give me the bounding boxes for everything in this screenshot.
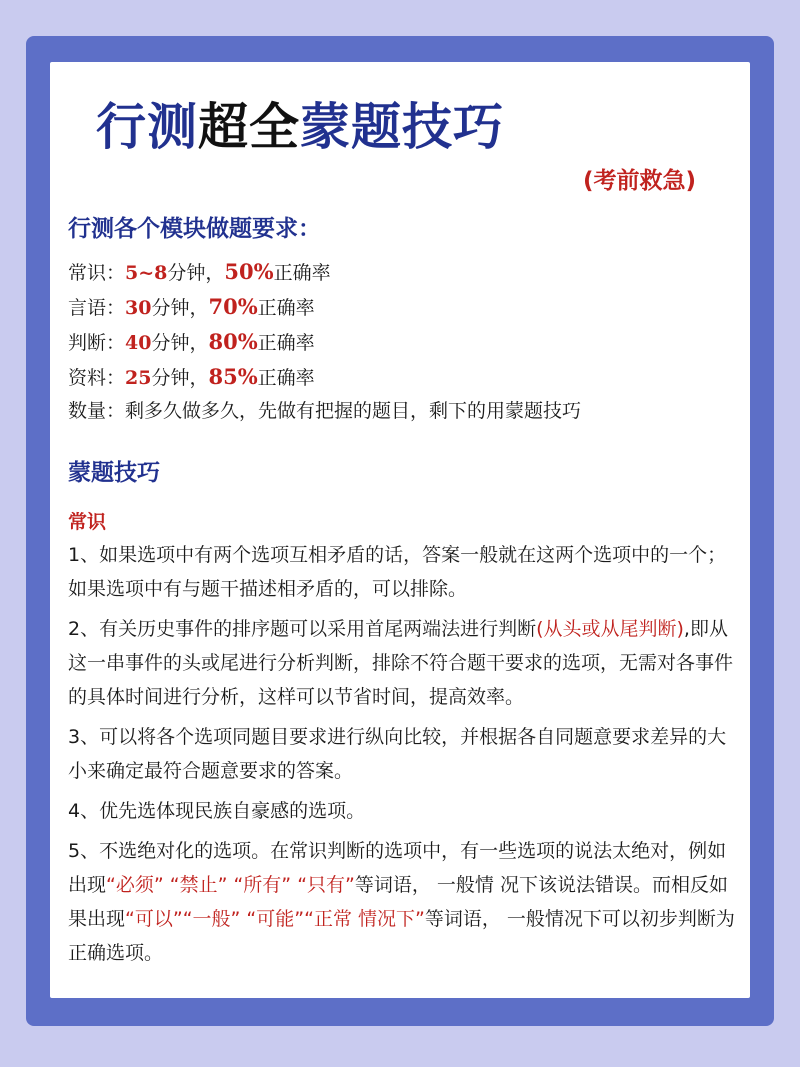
- requirement-row: [68, 324, 581, 359]
- requirements-heading: 行测各个模块做题要求：: [68, 216, 321, 242]
- module-name: 判断：: [68, 332, 126, 354]
- requirement-row: [68, 254, 581, 289]
- tip-highlight: (从头或从尾判断): [536, 618, 684, 640]
- tip-text: 5、不选绝对化的选项。在常识判断的选项中，有一些选项的说法太绝对，例如出现: [68, 840, 727, 896]
- time-unit: 分钟，: [167, 262, 225, 284]
- tips-list: [68, 538, 736, 976]
- module-name: 资料：: [68, 367, 126, 389]
- tips-heading: 蒙题技巧: [68, 460, 160, 486]
- accuracy-unit: 正确率: [257, 367, 315, 389]
- tip-item: 1、如果选项中有两个选项互相矛盾的话，答案一般就在这两个选项中的一个；如果选项中有与题干描述相矛盾的，可以排除。: [68, 544, 727, 600]
- title-part-2: 超全: [198, 98, 300, 156]
- requirements-list: [68, 254, 581, 429]
- requirement-row: [68, 289, 581, 324]
- tip-item: 4、优先选体现民族自豪感的选项。: [68, 800, 366, 822]
- module-name: 常识：: [68, 262, 126, 284]
- accuracy-unit: 正确率: [257, 332, 315, 354]
- time-value: 5~8: [125, 262, 168, 284]
- module-name: 言语：: [68, 297, 126, 319]
- time-unit: 分钟，: [151, 367, 209, 389]
- time-value: 25: [125, 367, 152, 389]
- page-title: [96, 100, 504, 155]
- tip-text: 等词语， 一般情 况下该说法错误。而相反如果出现: [68, 874, 728, 930]
- accuracy-value: 80%: [208, 329, 258, 354]
- content-card: [50, 62, 750, 998]
- accuracy-unit: 正确率: [257, 297, 315, 319]
- time-value: 40: [125, 332, 152, 354]
- tip-item: [68, 834, 736, 970]
- title-part-3: 蒙题技巧: [300, 98, 504, 156]
- accuracy-unit: 正确率: [273, 262, 331, 284]
- tip-item: [68, 612, 736, 714]
- time-unit: 分钟，: [151, 332, 209, 354]
- tip-highlight: “必须” “禁止” “所有” “只有”: [106, 874, 355, 896]
- accuracy-value: 70%: [208, 294, 258, 319]
- time-value: 30: [125, 297, 152, 319]
- tip-item: 3、可以将各个选项同题目要求进行纵向比较，并根据各自同题意要求差异的大小来确定最符合题意要求的答案。: [68, 726, 727, 782]
- quantity-row: 数量：剩多久做多久，先做有把握的题目，剩下的用蒙题技巧: [68, 400, 582, 422]
- category-label: 常识: [68, 511, 107, 533]
- title-part-1: 行测: [96, 98, 198, 156]
- requirement-row: [68, 359, 581, 394]
- subtitle: (考前救急): [582, 168, 696, 194]
- tip-text: 等词语， 一般情况下可以初步判断为正确选项。: [68, 908, 735, 964]
- tip-text: ,即从这一串事件的头或尾进行分析判断，排除不符合题干要求的选项，无需对各事件的具体时间进行分析，这样可以节省时间，提高效率。: [68, 618, 734, 708]
- tip-text: 2、有关历史事件的排序题可以采用首尾两端法进行判断: [68, 618, 537, 640]
- accuracy-value: 85%: [208, 364, 258, 389]
- tip-highlight: “可以”“一般” “可能”“正常 情况下”: [125, 908, 425, 930]
- accuracy-value: 50%: [224, 259, 274, 284]
- time-unit: 分钟，: [151, 297, 209, 319]
